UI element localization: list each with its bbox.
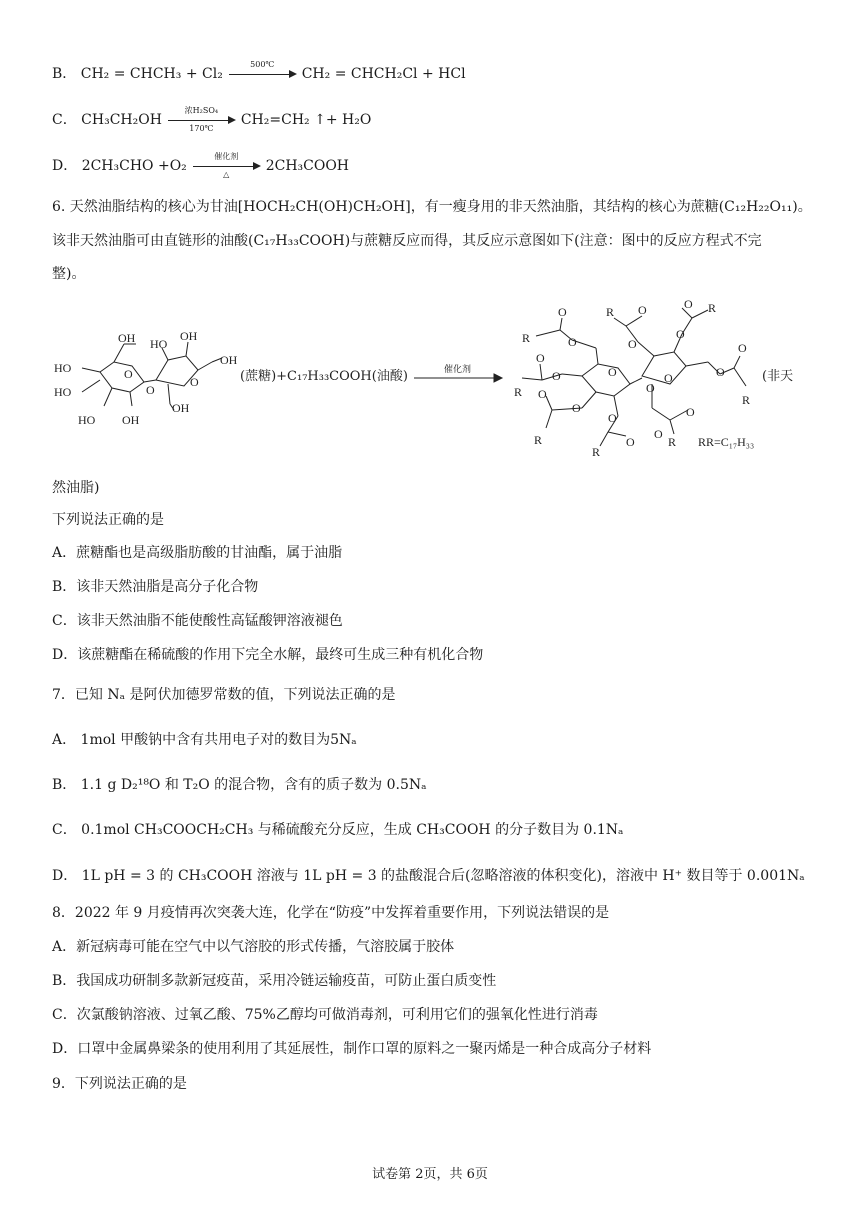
- svg-text:OH: OH: [118, 331, 136, 345]
- option-label: D．: [52, 158, 78, 174]
- svg-text:O: O: [686, 405, 695, 419]
- q8-option-a: A．新冠病毒可能在空气中以气溶胶的形式传播，气溶胶属于胶体: [52, 939, 455, 955]
- svg-text:O: O: [146, 383, 155, 397]
- q9-stem: 9．下列说法正确的是: [52, 1076, 187, 1092]
- q7-option-c: C． 0.1mol CH₃COOCH₂CH₃ 与稀硫酸充分反应，生成 CH₃COOH 的分子数目为 0.1Nₐ: [52, 822, 624, 838]
- products: CH₂=CH₂ ↑+ H₂O: [240, 112, 372, 128]
- reactants: CH₂ = CHCH₃ + Cl₂: [80, 66, 223, 82]
- scheme-r-definition: R=C₁₇H₃₃: [706, 435, 755, 449]
- svg-text:O: O: [646, 381, 655, 395]
- svg-text:O: O: [552, 369, 561, 383]
- scheme-reactant-text: (蔗糖)+C₁₇H₃₃COOH(油酸): [240, 369, 408, 384]
- svg-text:OH: OH: [180, 329, 198, 343]
- q8-option-d: D．口罩中金属鼻梁条的使用利用了其延展性，制作口罩的原料之一聚丙烯是一种合成高分子材料: [52, 1041, 652, 1057]
- q8-stem: 8．2022 年 9 月疫情再次突袭大连，化学在“防疫”中发挥着重要作用，下列说法错误的是: [52, 905, 610, 921]
- q5-option-b: [52, 60, 466, 84]
- svg-text:O: O: [558, 305, 567, 319]
- q6-option-b: B．该非天然油脂是高分子化合物: [52, 579, 259, 595]
- svg-text:O: O: [716, 365, 725, 379]
- q5-option-d: [52, 152, 350, 179]
- scheme-catalyst: 催化剂: [444, 364, 472, 374]
- svg-text:R: R: [742, 393, 751, 407]
- reaction-arrow: [191, 152, 261, 179]
- svg-text:R: R: [592, 445, 601, 459]
- q7-option-a: A． 1mol 甲酸钠中含有共用电子对的数目为5Nₐ: [52, 732, 357, 748]
- svg-text:O: O: [572, 401, 581, 415]
- svg-text:R: R: [522, 331, 531, 345]
- scheme-tail-text: (非天: [762, 369, 794, 384]
- arrow-condition-bottom: 170℃: [189, 124, 214, 133]
- q8-option-b: B．我国成功研制多款新冠疫苗，采用冷链运输疫苗，可防止蛋白质变性: [52, 973, 497, 989]
- svg-text:O: O: [638, 303, 647, 317]
- reactants: 2CH₃CHO +O₂: [81, 158, 187, 174]
- q7-option-b: B． 1.1 g D₂¹⁸O 和 T₂O 的混合物，含有的质子数为 0.5Nₐ: [52, 777, 427, 793]
- svg-text:O: O: [684, 300, 693, 311]
- q7-option-d: D． 1L pH = 3 的 CH₃COOH 溶液与 1L pH = 3 的盐酸混合后(忽略溶液的体积变化)，溶液中 H⁺ 数目等于 0.001Nₐ: [52, 868, 805, 884]
- arrow-condition-bottom: △: [223, 170, 230, 179]
- svg-text:HO: HO: [54, 361, 72, 375]
- svg-text:O: O: [608, 365, 617, 379]
- q6-ask: 下列说法正确的是: [52, 512, 164, 528]
- svg-text:O: O: [608, 411, 617, 425]
- svg-text:O: O: [538, 387, 547, 401]
- svg-text:R: R: [698, 435, 707, 449]
- svg-text:O: O: [738, 341, 747, 355]
- q8-option-c: C．次氯酸钠溶液、过氧乙酸、75%乙醇均可做消毒剂，可利用它们的强氧化性进行消毒: [52, 1007, 598, 1023]
- svg-text:R: R: [668, 435, 677, 449]
- page-footer: 试卷第 2页，共 6页: [372, 1167, 488, 1182]
- svg-text:R: R: [606, 305, 615, 319]
- q6-stem-line-1: 6. 天然油脂结构的核心为甘油[HOCH₂CH(OH)CH₂OH]，有一瘦身用的非天然油脂，其结构的核心为蔗糖(C₁₂H₂₂O₁₁)。: [52, 199, 812, 215]
- svg-text:R: R: [514, 385, 523, 399]
- option-label: C．: [52, 112, 77, 128]
- reaction-arrow: [227, 60, 297, 84]
- option-label: B．: [52, 66, 77, 82]
- q6-option-d: D．该蔗糖酯在稀硫酸的作用下完全水解，最终可生成三种有机化合物: [52, 647, 484, 663]
- svg-text:O: O: [626, 435, 635, 449]
- q6-stem-line-2: 该非天然油脂可由直链形的油酸(C₁₇H₃₃COOH)与蔗糖反应而得，其反应示意图如下(注意：图中的反应方程式不完: [52, 233, 762, 249]
- arrow-condition-top: 500℃: [250, 60, 275, 69]
- svg-text:OH: OH: [172, 401, 190, 415]
- svg-text:O: O: [124, 367, 133, 381]
- products: CH₂ = CHCH₂Cl + HCl: [301, 66, 466, 82]
- svg-text:HO: HO: [78, 413, 96, 427]
- sucrose-labels: [54, 329, 238, 427]
- svg-text:R: R: [534, 433, 543, 447]
- scheme-arrow: [414, 374, 502, 382]
- svg-text:O: O: [190, 375, 199, 389]
- svg-text:O: O: [654, 427, 663, 441]
- q7-stem: 7．已知 Nₐ 是阿伏加德罗常数的值，下列说法正确的是: [52, 687, 396, 703]
- sucrose-structure: [82, 342, 222, 410]
- reactants: CH₃CH₂OH: [81, 112, 162, 128]
- svg-text:O: O: [628, 337, 637, 351]
- svg-text:O: O: [676, 327, 685, 341]
- reaction-scheme: [52, 300, 812, 460]
- q6-option-c: C．该非天然油脂不能使酸性高锰酸钾溶液褪色: [52, 613, 343, 629]
- reaction-arrow: [166, 106, 236, 133]
- svg-text:HO: HO: [150, 337, 168, 351]
- svg-text:O: O: [536, 351, 545, 365]
- svg-text:OH: OH: [220, 353, 238, 367]
- svg-text:O: O: [568, 335, 577, 349]
- products: 2CH₃COOH: [265, 158, 350, 174]
- scheme-drawing: [52, 300, 812, 460]
- svg-text:OH: OH: [122, 413, 140, 427]
- arrow-condition-top: 催化剂: [214, 152, 239, 161]
- q5-option-c: [52, 106, 372, 133]
- arrow-condition-top: 浓H₂SO₄: [184, 106, 219, 115]
- svg-text:R: R: [708, 301, 717, 315]
- svg-text:O: O: [664, 371, 673, 385]
- q6-stem-line-3: 整)。: [52, 266, 86, 282]
- svg-text:HO: HO: [54, 385, 72, 399]
- q6-option-a: A．蔗糖酯也是高级脂肪酸的甘油酯，属于油脂: [52, 545, 343, 561]
- q6-tail-text: 然油脂): [52, 480, 100, 496]
